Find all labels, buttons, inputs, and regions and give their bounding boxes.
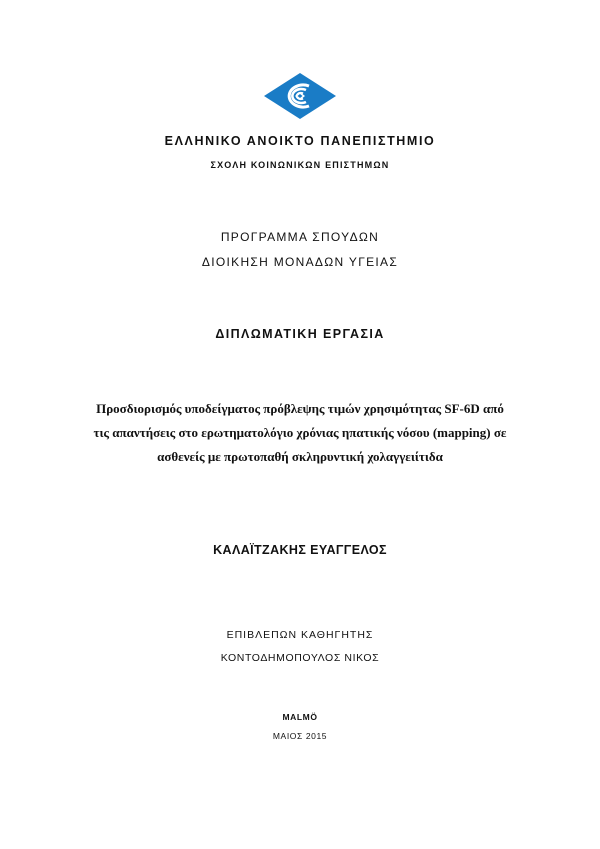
place: MALMÖ xyxy=(282,712,318,722)
thesis-title-line: ασθενείς με πρωτοπαθή σκληρυντική χολαγγειίτιδα xyxy=(157,449,443,464)
university-name: ΕΛΛΗΝΙΚΟ ΑΝΟΙΚΤΟ ΠΑΝΕΠΙΣΤΗΜΙΟ xyxy=(164,134,436,148)
thesis-title-line: τις απαντήσεις στο ερωτηματολόγιο χρόνιας ηπατικής νόσου (mapping) σε xyxy=(93,425,507,440)
date: ΜΑΙΟΣ 2015 xyxy=(272,731,328,741)
university-logo-icon xyxy=(263,72,337,120)
school-name: ΣΧΟΛΗ ΚΟΙΝΩΝΙΚΩΝ ΕΠΙΣΤΗΜΩΝ xyxy=(210,160,390,170)
thesis-title-line: Προσδιορισμός υποδείγματος πρόβλεψης τιμών χρησιμότητας SF-6D από xyxy=(96,401,504,416)
supervisor-label: ΕΠΙΒΛΕΠΩΝ ΚΑΘΗΓΗΤΗΣ xyxy=(226,629,374,641)
program-name: ΔΙΟΙΚΗΣΗ ΜΟΝΑΔΩΝ ΥΓΕΙΑΣ xyxy=(201,255,399,269)
program-label: ΠΡΟΓΡΑΜΜΑ ΣΠΟΥΔΩΝ xyxy=(220,230,380,244)
thesis-type: ΔΙΠΛΩΜΑΤΙΚΗ ΕΡΓΑΣΙΑ xyxy=(215,327,385,341)
supervisor-name: ΚΟΝΤΟΔΗΜΟΠΟΥΛΟΣ ΝΙΚΟΣ xyxy=(220,652,380,664)
author-name: ΚΑΛΑΪΤΖΑΚΗΣ ΕΥΑΓΓΕΛΟΣ xyxy=(213,543,387,557)
